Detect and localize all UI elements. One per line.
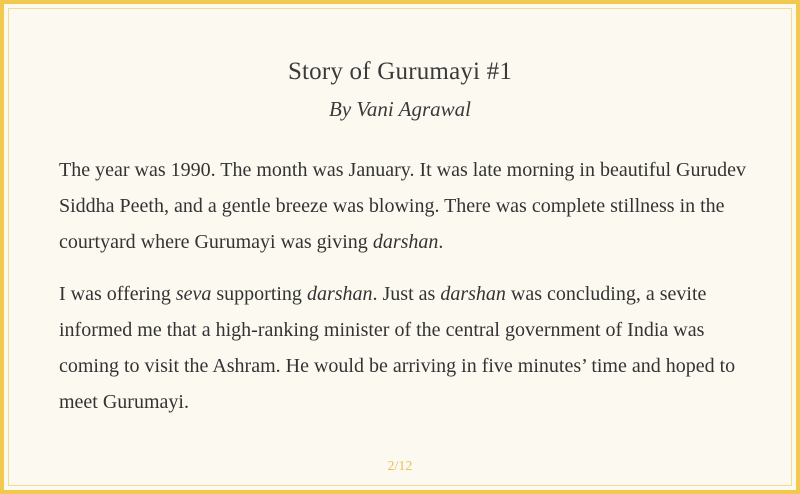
story-title: Story of Gurumayi #1: [287, 58, 513, 85]
story-byline: By Vani Agrawal: [329, 97, 471, 121]
italic-term: darshan: [372, 231, 439, 253]
paragraph-text: . Just as: [372, 283, 441, 305]
paragraph-text: .: [438, 231, 444, 253]
page-indicator: 2/12: [387, 459, 413, 474]
italic-term: darshan: [440, 283, 506, 305]
paragraph-2: [59, 276, 749, 420]
story-body: [59, 152, 749, 436]
paragraph-text: I was offering: [59, 283, 176, 305]
paragraph-text: The year was 1990. The month was January. It was late morning in beautiful Gurudev Siddha Peeth, and a gentle breeze was blowing. There was complete stillness in the courtyard where Gurumayi was giving: [59, 159, 747, 253]
italic-term: seva: [175, 283, 212, 305]
paragraph-text: was concluding, a sevite informed me that a high-ranking minister of the central government of India was coming to visit the Ashram. He would be arriving in five minutes’ time and hoped to meet Gurumayi.: [59, 283, 736, 413]
paragraph-text: supporting: [211, 283, 307, 305]
paragraph-1: [59, 152, 749, 260]
italic-term: darshan: [306, 283, 373, 305]
